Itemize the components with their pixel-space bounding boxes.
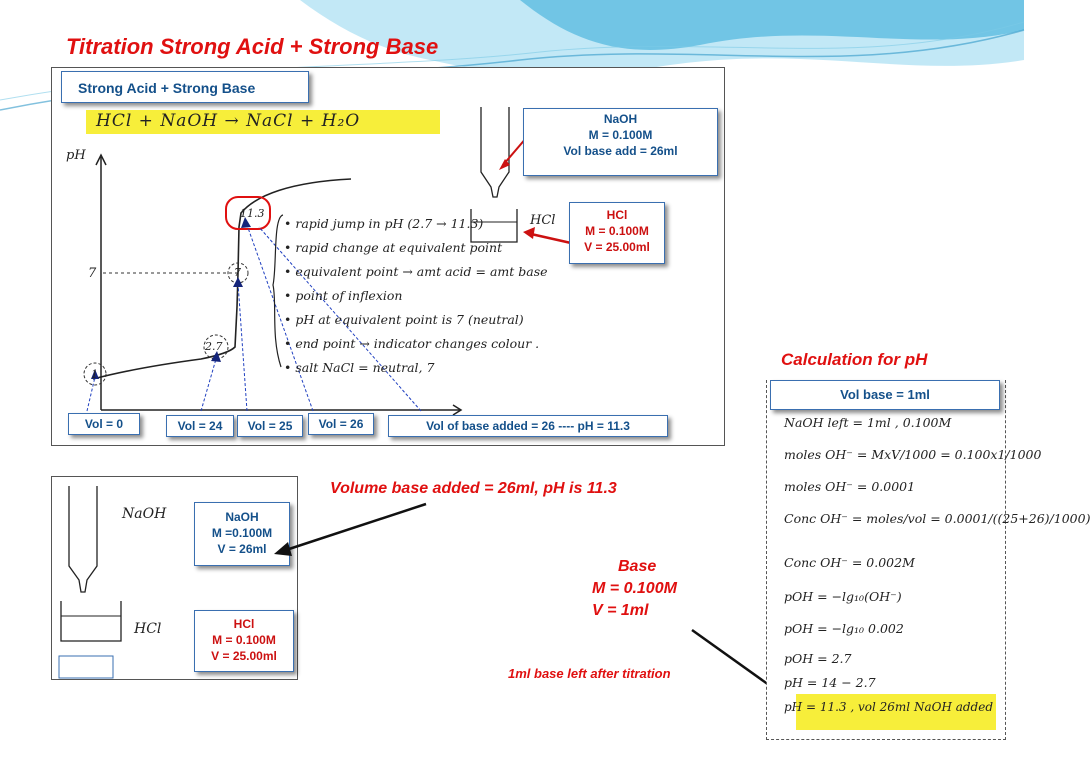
strong-acid-base-header: Strong Acid + Strong Base <box>61 71 309 103</box>
calc-header: Vol base = 1ml <box>770 380 1000 410</box>
note-item: • end point → indicator changes colour . <box>284 336 540 351</box>
point-label-end: 11.3 <box>240 207 265 220</box>
hcl-info-box <box>569 202 665 264</box>
hcl-box-line2: M = 0.100M <box>585 224 649 238</box>
naoh-burette-label: NaOH <box>122 506 167 522</box>
volume-added-note: Volume base added = 26ml, pH is 11.3 <box>330 480 617 497</box>
calc-step: moles OH⁻ = MxV/1000 = 0.100x1/1000 <box>784 447 1042 462</box>
naoh-box-line2: M = 0.100M <box>588 128 653 142</box>
calc-step: pOH = −lg₁₀ 0.002 <box>784 621 904 636</box>
point-label-equiv: 7 <box>234 266 241 279</box>
calc-step: Conc OH⁻ = moles/vol = 0.0001/((25+26)/1000) <box>784 511 1090 526</box>
vol-summary-box: Vol of base added = 26 ---- pH = 11.3 <box>388 415 668 437</box>
hcl-box-line1: HCl <box>606 208 628 222</box>
ph-axis-label: pH <box>66 148 86 163</box>
ph-tick-7: 7 <box>88 266 97 281</box>
base-info-line2: M = 0.100M <box>592 580 677 597</box>
base-info-line1: Base <box>618 558 657 575</box>
bottom-naoh-line3: V = 26ml <box>217 542 267 556</box>
base-left-note: 1ml base left after titration <box>508 666 671 681</box>
beaker-hcl-label: HCl <box>530 213 556 228</box>
naoh-info-box <box>523 108 718 176</box>
point-label-mid: 2.7 <box>205 340 223 353</box>
vol-label-0: Vol = 0 <box>68 413 140 435</box>
calc-title: Calculation for pH <box>781 350 928 369</box>
calc-step: pH = 14 − 2.7 <box>784 675 876 690</box>
bottom-naoh-line2: M =0.100M <box>211 526 273 540</box>
note-item: • pH at equivalent point is 7 (neutral) <box>284 312 524 327</box>
vol-label-25: Vol = 25 <box>237 415 303 437</box>
base-info-line3: V = 1ml <box>592 602 649 619</box>
note-item: • salt NaCl = neutral, 7 <box>284 360 435 375</box>
note-item: • equivalent point → amt acid = amt base <box>284 264 548 279</box>
hcl-box-line3: V = 25.00ml <box>584 240 650 254</box>
naoh-box-line1: NaOH <box>603 112 638 126</box>
vol-label-26: Vol = 26 <box>308 413 374 435</box>
point-label-start: 1 <box>91 368 98 381</box>
calc-step: moles OH⁻ = 0.0001 <box>784 479 916 494</box>
calc-step: pOH = 2.7 <box>784 651 852 666</box>
vol-label-24: Vol = 24 <box>166 415 234 437</box>
slide-title: Titration Strong Acid + Strong Base <box>66 34 439 59</box>
hcl-beaker-label: HCl <box>134 621 162 637</box>
note-item: • rapid jump in pH (2.7 → 11.3) <box>284 216 484 231</box>
bottom-naoh-line1: NaOH <box>225 510 259 524</box>
bottom-hcl-line3: V = 25.00ml <box>211 649 277 663</box>
note-item: • rapid change at equivalent point <box>284 240 503 255</box>
bottom-hcl-line1: HCl <box>233 617 255 631</box>
curve-notes <box>284 216 548 384</box>
note-item: • point of inflexion <box>284 288 403 303</box>
bottom-hcl-line2: M = 0.100M <box>212 633 276 647</box>
calc-step: Conc OH⁻ = 0.002M <box>784 555 915 570</box>
calc-result: pH = 11.3 , vol 26ml NaOH added <box>784 700 994 714</box>
reaction-equation: HCl + NaOH → NaCl + H₂O <box>96 111 361 131</box>
naoh-box-line3: Vol base add = 26ml <box>563 144 678 158</box>
calc-step: pOH = −lg₁₀(OH⁻) <box>784 589 902 604</box>
base-info <box>592 556 677 622</box>
calc-step: NaOH left = 1ml , 0.100M <box>784 415 952 430</box>
